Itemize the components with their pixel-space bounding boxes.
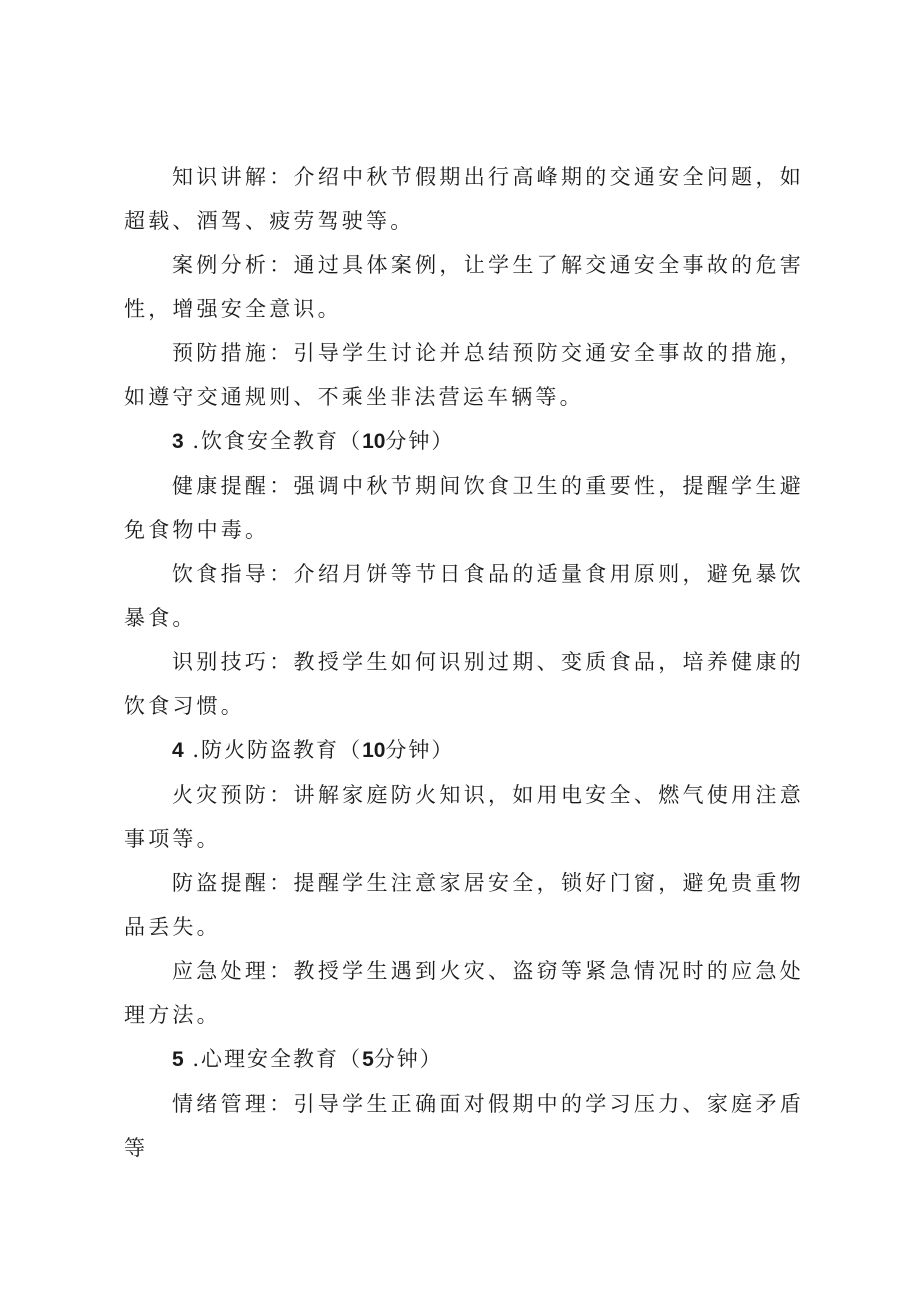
heading-unit: 分钟） — [373, 1047, 443, 1071]
heading-mental-safety — [124, 1037, 804, 1082]
paragraph-case-analysis: 案例分析：通过具体案例，让学生了解交通安全事故的危害性，增强安全意识。 — [124, 253, 804, 321]
paragraph-identification-skills: 识别技巧：教授学生如何识别过期、变质食品，培养健康的饮食习惯。 — [124, 650, 804, 718]
paragraph-prevention: 预防措施：引导学生讨论并总结预防交通安全事故的措施，如遵守交通规则、不乘坐非法营运车辆等。 — [124, 341, 804, 409]
document-page — [124, 155, 804, 1170]
heading-minutes: 10 — [362, 739, 386, 762]
heading-number: 3 — [172, 430, 184, 453]
heading-paren: （ — [339, 738, 363, 762]
heading-number: 4 — [172, 739, 184, 762]
heading-title: .心理安全教育 — [192, 1047, 340, 1071]
heading-title: .饮食安全教育 — [192, 429, 340, 453]
heading-fire-theft — [124, 728, 804, 773]
heading-food-safety — [124, 419, 804, 464]
heading-minutes: 10 — [362, 430, 386, 453]
paragraph-knowledge: 知识讲解：介绍中秋节假期出行高峰期的交通安全问题，如超载、酒驾、疲劳驾驶等。 — [124, 165, 804, 233]
paragraph-health-reminder: 健康提醒：强调中秋节期间饮食卫生的重要性，提醒学生避免食物中毒。 — [124, 474, 804, 542]
heading-paren: （ — [339, 1047, 363, 1071]
heading-number: 5 — [172, 1048, 184, 1071]
paragraph-fire-prevention: 火灾预防：讲解家庭防火知识，如用电安全、燃气使用注意事项等。 — [124, 783, 804, 851]
paragraph-diet-guidance: 饮食指导：介绍月饼等节日食品的适量食用原则，避免暴饮暴食。 — [124, 562, 804, 630]
heading-paren: （ — [339, 429, 363, 453]
heading-title: .防火防盗教育 — [192, 738, 340, 762]
heading-minutes: 5 — [362, 1048, 374, 1071]
heading-unit: 分钟） — [385, 738, 455, 762]
paragraph-emotion-management: 情绪管理：引导学生正确面对假期中的学习压力、家庭矛盾等 — [124, 1092, 804, 1160]
paragraph-emergency-handling: 应急处理：教授学生遇到火灾、盗窃等紧急情况时的应急处理方法。 — [124, 959, 804, 1027]
paragraph-theft-reminder: 防盗提醒：提醒学生注意家居安全，锁好门窗，避免贵重物品丢失。 — [124, 871, 804, 939]
heading-unit: 分钟） — [385, 429, 455, 453]
